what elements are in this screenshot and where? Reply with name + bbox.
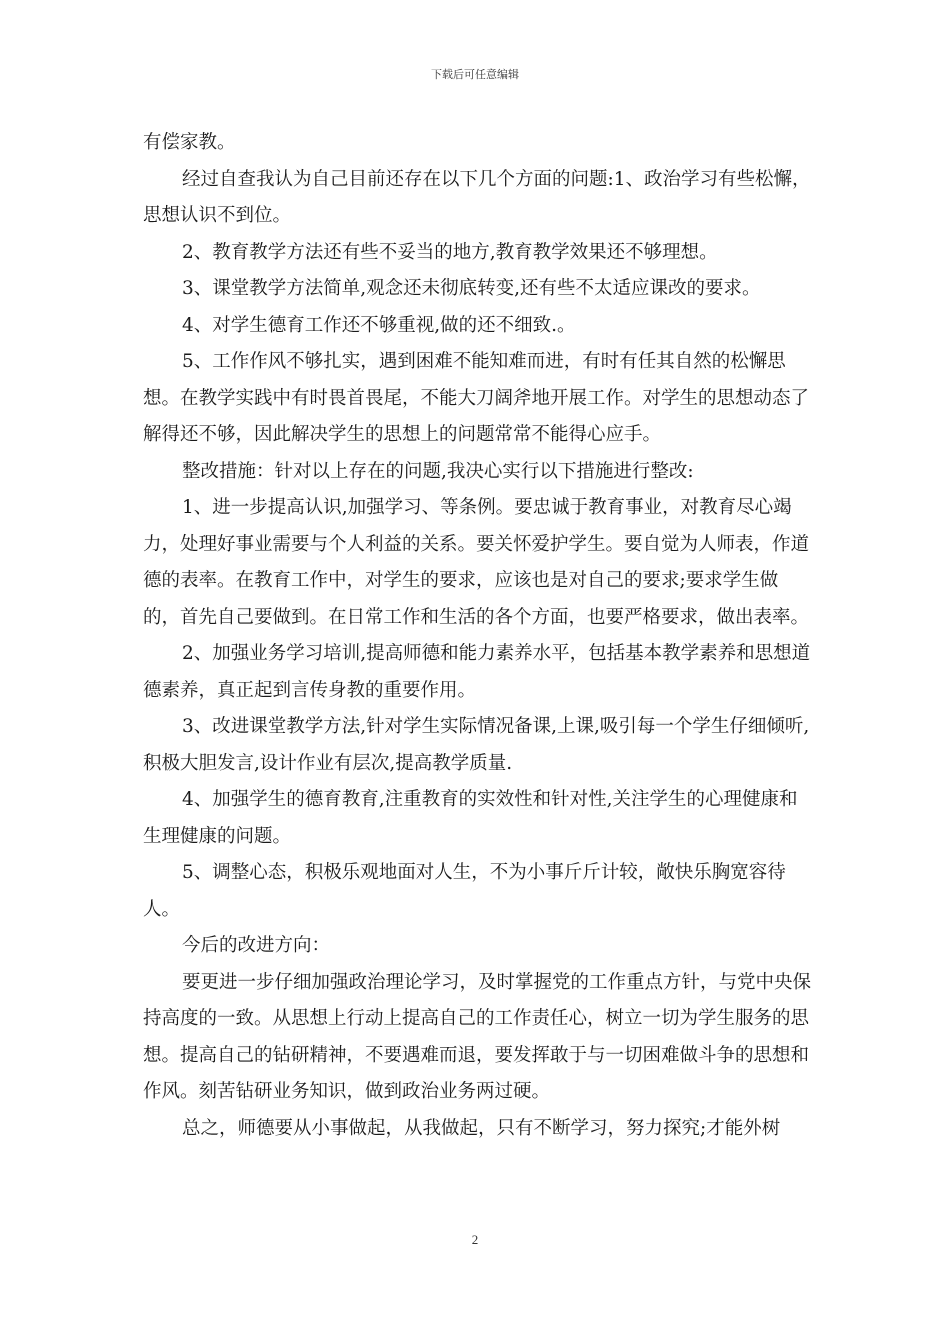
paragraph: 今后的改进方向： (182, 935, 331, 956)
paragraph: 总之，师德要从小事做起，从我做起，只有不断学习，努力探究;才能外树 (182, 1117, 781, 1139)
paragraph: 1、进一步提高认识,加强学习、等条例。要忠诚于教育事业，对教育尽心竭力，处理好事业需要与个人利益的关系。要关怀爱护学生。要自觉为人师表，作道德的表率。在教育工作中，对学生的要求，应该也是对自己的要求;要求学生做的，首先自己要做到。在日常工作和生活的各个方面，也要严格要求，做出表率。 (143, 497, 810, 628)
paragraph: 2、教育教学方法还有些不妥当的地方,教育教学效果还不够理想。 (182, 241, 718, 263)
page-number: 2 (471, 1232, 479, 1247)
paragraph: 3、课堂教学方法简单,观念还未彻底转变,还有些不太适应课改的要求。 (182, 278, 761, 299)
paragraph: 5、工作作风不够扎实，遇到困难不能知难而进，有时有任其自然的松懈思想。在教学实践中有时畏首畏尾，不能大刀阔斧地开展工作。对学生的思想动态了解得还不够，因此解决学生的思想上的问题常常不能得心应手。 (143, 351, 810, 445)
paragraph: 有偿家教。 (143, 132, 236, 153)
paragraph: 2、加强业务学习培训,提高师德和能力素养水平，包括基本教学素养和思想道德素养，真正起到言传身教的重要作用。 (143, 643, 811, 701)
page-header: 下载后可任意编辑 (431, 68, 519, 81)
paragraph: 4、加强学生的德育教育,注重教育的实效性和针对性,关注学生的心理健康和生理健康的问题。 (143, 789, 798, 847)
paragraph: 3、改进课堂教学方法,针对学生实际情况备课,上课,吸引每一个学生仔细倾听,积极大胆发言,设计作业有层次,提高教学质量. (143, 716, 810, 774)
paragraph: 5、调整心态，积极乐观地面对人生，不为小事斤斤计较，敞快乐胸宽容待人。 (143, 862, 786, 920)
paragraph: 4、对学生德育工作还不够重视,做的还不细致.。 (182, 314, 576, 336)
paragraph: 经过自查我认为自己目前还存在以下几个方面的问题:1、政治学习有些松懈，思想认识不到位。 (143, 168, 811, 226)
paragraph: 要更进一步仔细加强政治理论学习，及时掌握党的工作重点方针，与党中央保持高度的一致。从思想上行动上提高自己的工作责任心，树立一切为学生服务的思想。提高自己的钻研精神，不要遇难而退，要发挥敢于与一切困难做斗争的思想和作风。刻苦钻研业务知识，做到政治业务两过硬。 (143, 971, 812, 1102)
document-body (143, 125, 813, 1147)
paragraph: 整改措施：针对以上存在的问题,我决心实行以下措施进行整改: (182, 460, 694, 482)
